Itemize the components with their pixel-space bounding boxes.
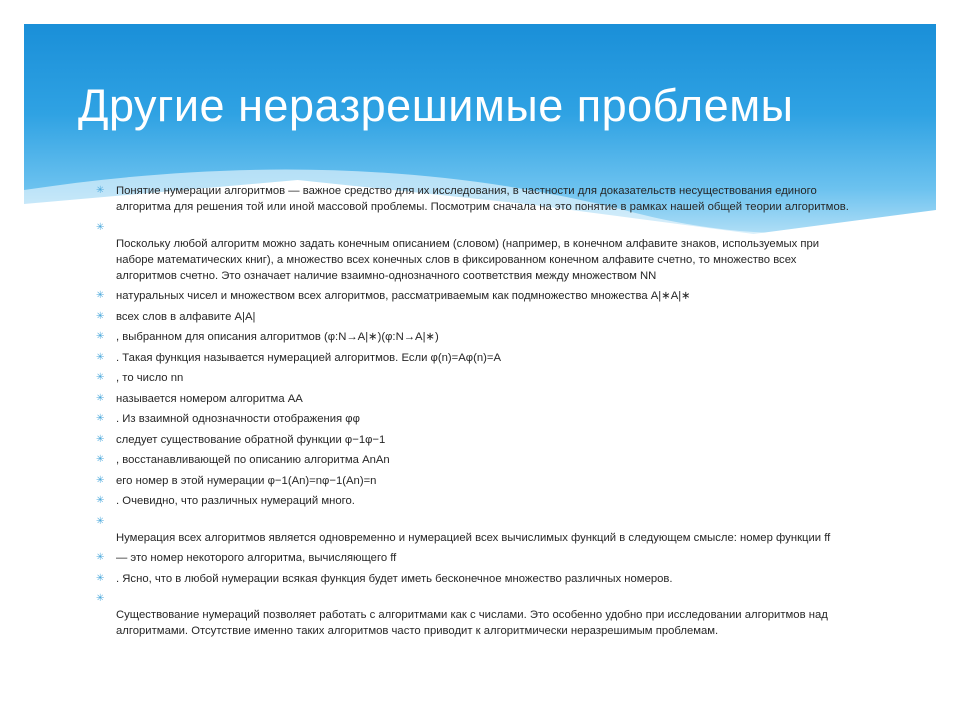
list-item	[96, 473, 856, 489]
list-item-text: Понятие нумерации алгоритмов — важное средство для их исследования, в частности для доказательств несуществования единого алгоритма для решения той или иной массовой проблемы. Посмотрим сначала на это понятие в рамках нашей общей теории алгоритмов.	[116, 185, 849, 213]
bullet-star-icon: ✳	[96, 310, 105, 322]
list-item	[96, 329, 856, 345]
list-item	[96, 571, 856, 587]
list-item	[96, 183, 856, 215]
list-item-text: его номер в этой нумерации φ−1(An)=nφ−1(An)=n	[116, 474, 377, 487]
list-item	[96, 452, 856, 468]
list-item	[96, 288, 856, 304]
list-item-text: . Такая функция называется нумерацией алгоритмов. Если φ(n)=Aφ(n)=A	[116, 351, 502, 364]
bullet-star-icon: ✳	[96, 454, 105, 465]
list-item	[96, 391, 856, 407]
list-item-text: Поскольку любой алгоритм можно задать конечным описанием (словом) (например, в конечном алфавите знаков, используемых при наборе математических книг), а множество всех конечных слов в фиксированном конечном алфавите счетно, то множество всех алгоритмов счетно. Это означает наличие взаимно-однозначного соответствия между множеством NN	[116, 237, 820, 282]
list-item-text: . Из взаимной однозначности отображения φφ	[116, 413, 360, 425]
bullet-star-icon: ✳	[96, 552, 105, 563]
bullet-star-icon: ✳	[96, 351, 105, 363]
list-item	[96, 514, 856, 546]
list-item-text: следует существование обратной функции φ−1φ−1	[116, 433, 386, 446]
bullet-list	[96, 183, 856, 644]
bullet-star-icon: ✳	[96, 221, 105, 233]
list-item	[96, 432, 856, 448]
list-item-text: называется номером алгоритма AA	[116, 392, 303, 405]
list-item-text: всех слов в алфавите A|A|	[116, 310, 256, 323]
bullet-star-icon: ✳	[96, 331, 105, 342]
list-item	[96, 350, 856, 366]
list-item-text: , то число nn	[116, 372, 184, 384]
list-item	[96, 370, 856, 386]
list-item-text: . Очевидно, что различных нумераций много.	[116, 495, 355, 507]
slide-title: Другие неразрешимые проблемы	[78, 80, 794, 131]
list-item	[96, 591, 856, 639]
list-item-text: натуральных чисел и множеством всех алгоритмов, рассматриваемым как подмножество множества A|∗A|∗	[116, 290, 691, 302]
list-item-text: — это номер некоторого алгоритма, вычисляющего ff	[116, 552, 397, 564]
list-item	[96, 550, 856, 566]
list-item-text: , выбранном для описания алгоритмов (φ:N→A|∗)(φ:N→A|∗)	[116, 331, 439, 343]
bullet-star-icon: ✳	[96, 433, 105, 445]
bullet-star-icon: ✳	[96, 593, 105, 604]
list-item-text: . Ясно, что в любой нумерации всякая функция будет иметь бесконечное множество различных номеров.	[116, 572, 673, 585]
list-item	[96, 493, 856, 509]
list-item	[96, 220, 856, 284]
bullet-star-icon: ✳	[96, 495, 105, 506]
bullet-star-icon: ✳	[96, 372, 105, 383]
list-item-text: Существование нумераций позволяет работать с алгоритмами как с числами. Это особенно удобно при исследовании алгоритмов над алгоритмами. Отсутствие именно таких алгоритмов часто приводит к алгоритмически неразрешимым проблемам.	[116, 609, 828, 637]
bullet-star-icon: ✳	[96, 185, 105, 196]
list-item	[96, 309, 856, 325]
bullet-star-icon: ✳	[96, 572, 105, 584]
bullet-star-icon: ✳	[96, 413, 105, 424]
bullet-star-icon: ✳	[96, 515, 105, 527]
list-item	[96, 411, 856, 427]
bullet-star-icon: ✳	[96, 290, 105, 301]
list-item-text: , восстанавливающей по описанию алгоритма AnAn	[116, 454, 390, 466]
bullet-star-icon: ✳	[96, 474, 105, 486]
list-item-text: Нумерация всех алгоритмов является одновременно и нумерацией всех вычислимых функций в следующем смысле: номер функции ff	[116, 531, 831, 544]
bullet-star-icon: ✳	[96, 392, 105, 404]
